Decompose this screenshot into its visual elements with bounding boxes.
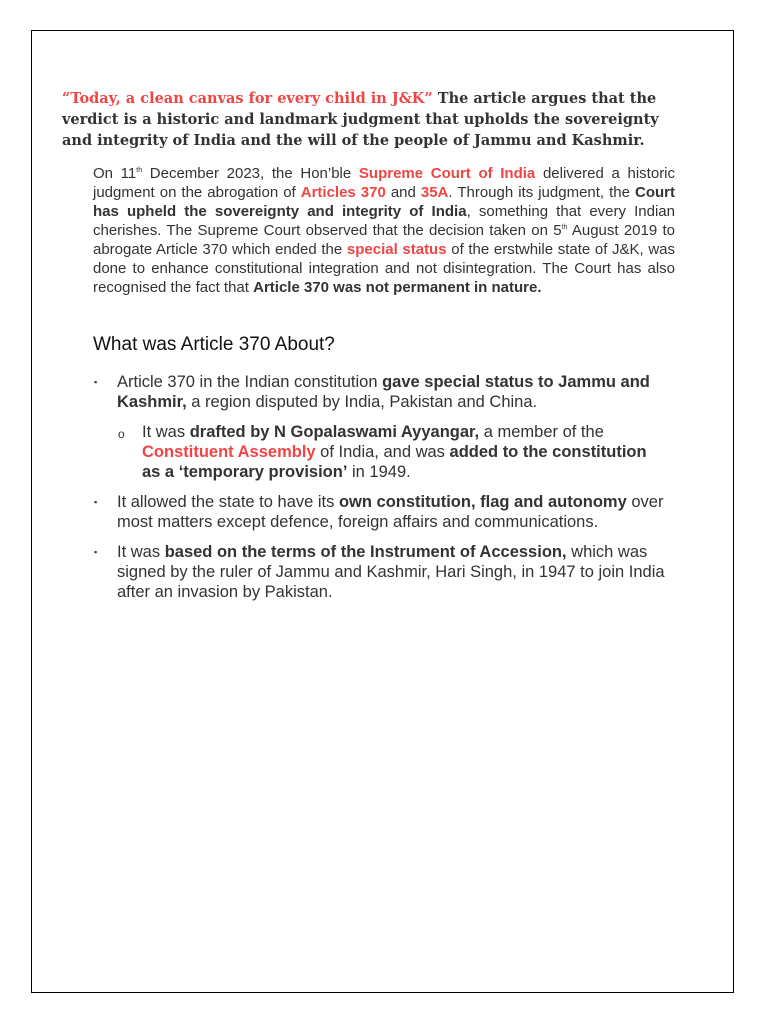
item-bold: drafted by N Gopalaswami Ayyangar, bbox=[189, 423, 480, 441]
item-text: a member of the bbox=[479, 423, 604, 441]
body-paragraph bbox=[93, 164, 675, 297]
highlight-articles-370: Articles 370 bbox=[300, 184, 386, 201]
item-text: Article 370 in the Indian constitution bbox=[117, 373, 383, 391]
bold-not-permanent: Article 370 was not permanent in nature. bbox=[253, 279, 542, 296]
item-text: a region disputed by India, Pakistan and China. bbox=[186, 393, 538, 411]
highlight-supreme-court: Supreme Court of India bbox=[358, 165, 536, 182]
list-item bbox=[93, 372, 668, 412]
para-text: December 2023, the Hon’ble bbox=[142, 165, 359, 182]
item-text: in 1949. bbox=[347, 463, 411, 481]
circle-bullet-icon: o bbox=[118, 427, 125, 441]
para-text: . Through its judgment, the bbox=[448, 184, 635, 201]
highlight-35a: 35A bbox=[420, 184, 449, 201]
list-item bbox=[93, 492, 668, 532]
ordinal-suffix: th bbox=[136, 167, 143, 174]
highlight-constituent-assembly: Constituent Assembly bbox=[142, 443, 316, 461]
item-bold: based on the terms of the Instrument of Accession, bbox=[164, 543, 567, 561]
para-text: On 11 bbox=[93, 165, 137, 182]
para-text: , something that every Indian cherishes. The Supreme Court observed that the decision taken on 5 bbox=[93, 203, 675, 239]
item-text: of India, and was bbox=[315, 443, 450, 461]
item-text: It allowed the state to have its bbox=[117, 493, 339, 511]
section-heading: What was Article 370 About? bbox=[93, 334, 335, 355]
item-text: It was bbox=[142, 423, 190, 441]
para-text: August 2019 to abrogate Article 370 which ended the bbox=[93, 222, 675, 258]
item-bold: gave special status to Jammu and Kashmir, bbox=[117, 373, 650, 411]
sub-list-item bbox=[93, 422, 668, 482]
para-text: delivered a historic judgment on the abrogation of bbox=[93, 165, 676, 201]
square-bullet-icon: ▪ bbox=[94, 377, 98, 387]
square-bullet-icon: ▪ bbox=[94, 547, 98, 557]
item-bold: own constitution, flag and autonomy bbox=[338, 493, 627, 511]
bold-court-upheld: Court has upheld the sovereignty and integrity of India bbox=[93, 184, 675, 220]
intro-quote: “Today, a clean canvas for every child in J&K” bbox=[62, 90, 433, 107]
intro-paragraph bbox=[62, 88, 674, 151]
item-text: which was signed by the ruler of Jammu and Kashmir, Hari Singh, in 1947 to join India after an invasion by Pakistan. bbox=[117, 543, 665, 601]
ordinal-suffix: th bbox=[561, 224, 568, 231]
highlight-special-status: special status bbox=[346, 241, 447, 258]
square-bullet-icon: ▪ bbox=[94, 497, 98, 507]
para-text: and bbox=[385, 184, 421, 201]
intro-text: The article argues that the verdict is a historic and landmark judgment that upholds the sovereignty and integrity of India and the will of the people of Jammu and Kashmir. bbox=[62, 90, 659, 149]
item-text: It was bbox=[117, 543, 165, 561]
list-item bbox=[93, 542, 668, 602]
bullet-list bbox=[93, 372, 668, 612]
item-bold: added to the constitution as a ‘temporary provision’ bbox=[142, 443, 647, 481]
item-text: over most matters except defence, foreign affairs and communications. bbox=[117, 493, 664, 531]
para-text: of the erstwhile state of J&K, was done to enhance constitutional integration and not disintegration. The Court has also recognised the fact that bbox=[93, 241, 676, 296]
